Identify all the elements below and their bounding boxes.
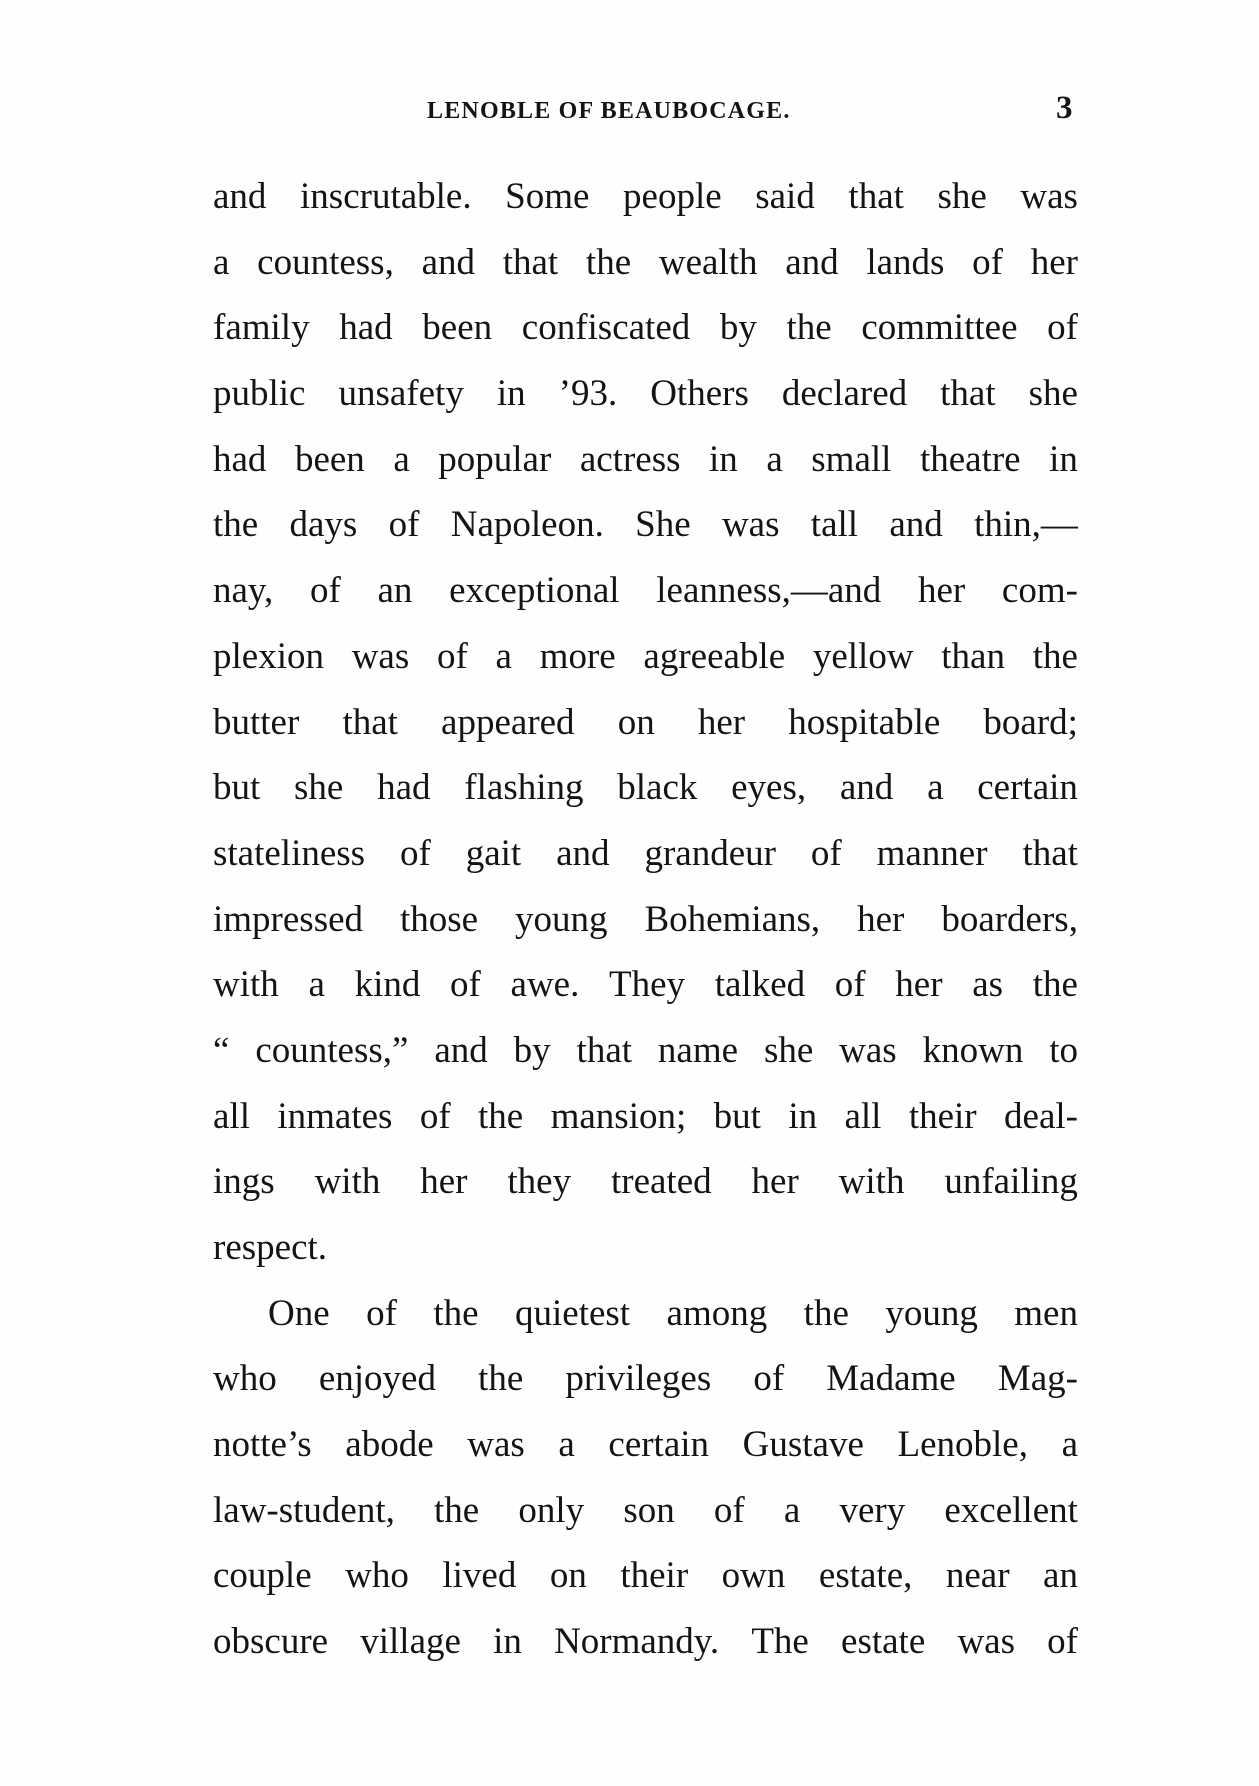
word: and xyxy=(434,1029,488,1071)
word: of xyxy=(713,1489,745,1531)
word: declared xyxy=(781,373,908,415)
word: of xyxy=(1047,1621,1078,1663)
word: of xyxy=(388,504,420,546)
word: her xyxy=(697,701,746,743)
word: grandeur xyxy=(644,832,776,874)
word: black xyxy=(617,767,698,809)
text-line xyxy=(213,1478,1078,1544)
text-line xyxy=(213,821,1078,887)
word: in xyxy=(709,438,738,480)
text-line xyxy=(213,755,1078,821)
text-line xyxy=(213,1281,1078,1347)
word: and xyxy=(556,832,610,874)
word: board; xyxy=(983,701,1078,743)
word: wealth xyxy=(658,241,758,283)
word: of xyxy=(972,241,1003,283)
text-line xyxy=(213,492,1078,558)
word: estate xyxy=(841,1621,926,1663)
word: was xyxy=(839,1029,897,1071)
text-line xyxy=(213,1543,1078,1609)
word: the xyxy=(1032,635,1078,677)
word: of xyxy=(1047,307,1078,349)
text-line xyxy=(213,887,1078,953)
text-line xyxy=(213,427,1078,493)
word: a xyxy=(783,1489,801,1531)
word: her xyxy=(420,1161,468,1203)
word: com- xyxy=(1001,570,1078,612)
word: The xyxy=(751,1621,809,1663)
word: had xyxy=(213,438,267,480)
word: the xyxy=(478,1358,524,1400)
word: One xyxy=(268,1292,330,1334)
word: with xyxy=(314,1161,381,1203)
word: actress xyxy=(579,438,681,480)
word: name xyxy=(657,1029,739,1071)
word: law-student, xyxy=(213,1489,395,1531)
word: “ xyxy=(213,1029,230,1071)
word: a xyxy=(927,767,944,809)
word: They xyxy=(609,964,686,1006)
page-number: 3 xyxy=(1056,90,1073,126)
word: as xyxy=(972,964,1004,1006)
word: in xyxy=(788,1095,818,1137)
word: confiscated xyxy=(521,307,691,349)
text-line xyxy=(213,1084,1078,1150)
text-line xyxy=(213,690,1078,756)
word: known xyxy=(922,1029,1024,1071)
text-line xyxy=(213,230,1078,296)
word: to xyxy=(1049,1029,1078,1071)
word: that xyxy=(1022,832,1078,874)
text-line xyxy=(213,1018,1078,1084)
word: she xyxy=(294,767,344,809)
word: lands xyxy=(866,241,945,283)
word: Some xyxy=(505,176,590,217)
word: treated xyxy=(610,1161,712,1203)
text-line xyxy=(213,558,1078,624)
word: by xyxy=(513,1029,551,1071)
word: of xyxy=(309,570,341,612)
word: ings xyxy=(213,1161,275,1203)
word: of xyxy=(834,964,866,1006)
word: was xyxy=(467,1424,525,1466)
word: own xyxy=(721,1555,786,1597)
word: all xyxy=(213,1095,250,1137)
word: tall xyxy=(810,504,859,546)
word: of xyxy=(450,964,481,1006)
word: more xyxy=(539,635,616,677)
word: was xyxy=(957,1621,1015,1663)
word: countess, xyxy=(257,241,394,283)
word: Napoleon. xyxy=(450,504,604,546)
word: men xyxy=(1014,1292,1078,1334)
word: committee xyxy=(861,307,1018,349)
word: countess,” xyxy=(255,1029,409,1071)
word: manner xyxy=(876,832,988,874)
word: young xyxy=(515,898,608,940)
word: the xyxy=(213,504,259,546)
word: her xyxy=(895,964,943,1006)
word: in xyxy=(493,1621,522,1663)
word: family xyxy=(213,307,310,349)
word: than xyxy=(941,635,1005,677)
word: she xyxy=(1028,373,1078,415)
word: a xyxy=(393,438,410,480)
word: on xyxy=(549,1555,587,1597)
word: her xyxy=(917,570,966,612)
word: by xyxy=(719,307,757,349)
word: impressed xyxy=(213,898,364,940)
word: kind xyxy=(354,964,421,1006)
word: days xyxy=(289,504,358,546)
text-line xyxy=(213,952,1078,1018)
word: Mag- xyxy=(997,1358,1078,1400)
word: awe. xyxy=(510,964,580,1006)
word: their xyxy=(620,1555,689,1597)
word: eyes, xyxy=(731,767,807,809)
word: ’93. xyxy=(558,373,618,415)
text-line xyxy=(213,295,1078,361)
word: a xyxy=(558,1424,575,1466)
word: unfailing xyxy=(944,1161,1078,1203)
text-line xyxy=(213,1412,1078,1478)
word: inmates xyxy=(277,1095,393,1137)
body-text xyxy=(213,164,1078,1675)
word: very xyxy=(839,1489,906,1531)
word: mansion; xyxy=(550,1095,687,1137)
word: deal- xyxy=(1004,1095,1078,1137)
word: Others xyxy=(650,373,749,415)
word: the xyxy=(433,1292,479,1334)
word: of xyxy=(810,832,842,874)
word: excellent xyxy=(944,1489,1078,1531)
word: in xyxy=(496,373,526,415)
word: in xyxy=(1049,438,1078,480)
text-line xyxy=(213,1346,1078,1412)
word: and xyxy=(421,241,475,283)
word: only xyxy=(518,1489,585,1531)
word: the xyxy=(1032,964,1078,1006)
word: small xyxy=(811,438,892,480)
running-head xyxy=(0,90,1259,130)
word: leanness,—and xyxy=(656,570,882,612)
word: that xyxy=(576,1029,633,1071)
text-line: respect. xyxy=(213,1227,328,1268)
word: her xyxy=(751,1161,799,1203)
word: that xyxy=(342,701,398,743)
word: and xyxy=(213,176,267,217)
word: Lenoble, xyxy=(897,1424,1028,1466)
word: the xyxy=(803,1292,849,1334)
word: of xyxy=(400,832,431,874)
word: and xyxy=(889,504,943,546)
word: appeared xyxy=(441,701,575,743)
word: her xyxy=(857,898,905,940)
word: was xyxy=(351,635,410,677)
word: quietest xyxy=(515,1292,631,1334)
word: among xyxy=(666,1292,768,1334)
word: near xyxy=(945,1555,1010,1597)
word: her xyxy=(1030,241,1078,283)
word: estate, xyxy=(818,1555,913,1597)
word: the xyxy=(585,241,632,283)
word: public xyxy=(213,373,306,415)
word: young xyxy=(885,1292,978,1334)
word: they xyxy=(507,1161,572,1203)
running-title: LENOBLE OF BEAUBOCAGE. xyxy=(427,98,791,124)
word: a xyxy=(1061,1424,1078,1466)
word: a xyxy=(213,241,230,283)
word: privileges xyxy=(565,1358,712,1400)
word: she xyxy=(763,1029,814,1071)
word: been xyxy=(294,438,365,480)
text-line xyxy=(213,624,1078,690)
word: she xyxy=(937,176,987,217)
word: notte’s xyxy=(213,1424,312,1466)
word: butter xyxy=(213,701,300,743)
word: people xyxy=(623,176,722,217)
word: the xyxy=(786,307,832,349)
word: of xyxy=(419,1095,451,1137)
word: couple xyxy=(213,1555,312,1597)
word: boarders, xyxy=(941,898,1078,940)
word: with xyxy=(213,964,279,1006)
word: was xyxy=(721,504,780,546)
word: nay, xyxy=(213,570,274,612)
word: flashing xyxy=(464,767,584,809)
word: who xyxy=(213,1358,277,1400)
word: Madame xyxy=(826,1358,956,1400)
word: their xyxy=(908,1095,977,1137)
word: stateliness xyxy=(213,832,366,874)
text-line xyxy=(213,361,1078,427)
word: the xyxy=(478,1095,524,1137)
text-line xyxy=(213,164,1078,230)
word: Normandy. xyxy=(554,1621,720,1663)
word: had xyxy=(377,767,431,809)
word: and xyxy=(785,241,839,283)
word: inscrutable. xyxy=(300,176,472,217)
word: She xyxy=(635,504,691,546)
word: the xyxy=(434,1489,480,1531)
word: but xyxy=(713,1095,761,1137)
word: Bohemians, xyxy=(644,898,821,940)
word: been xyxy=(422,307,493,349)
word: enjoyed xyxy=(318,1358,436,1400)
text-line xyxy=(213,1149,1078,1215)
word: a xyxy=(495,635,512,677)
word: village xyxy=(360,1621,461,1663)
word: certain xyxy=(608,1424,710,1466)
word: was xyxy=(1020,176,1078,217)
word: that xyxy=(848,176,904,217)
word: obscure xyxy=(213,1621,329,1663)
word: agreeable xyxy=(643,635,786,677)
word: hospitable xyxy=(788,701,941,743)
word: had xyxy=(339,307,393,349)
word: talked xyxy=(714,964,806,1006)
word: plexion xyxy=(213,635,324,677)
word: that xyxy=(940,373,996,415)
text-line xyxy=(213,1609,1078,1675)
word: lived xyxy=(442,1555,517,1597)
word: a xyxy=(766,438,783,480)
word: yellow xyxy=(812,635,914,677)
word: an xyxy=(377,570,413,612)
word: those xyxy=(399,898,479,940)
word: exceptional xyxy=(449,570,620,612)
word: Gustave xyxy=(742,1424,864,1466)
word: of xyxy=(753,1358,785,1400)
word: theatre xyxy=(919,438,1021,480)
word: that xyxy=(502,241,559,283)
word: gait xyxy=(465,832,522,874)
word: thin,— xyxy=(974,504,1078,546)
word: certain xyxy=(977,767,1078,809)
word: unsafety xyxy=(338,373,464,415)
word: of xyxy=(366,1292,397,1334)
word: a xyxy=(308,964,325,1006)
word: abode xyxy=(345,1424,434,1466)
word: but xyxy=(213,767,261,809)
word: son xyxy=(623,1489,675,1531)
word: on xyxy=(617,701,655,743)
word: and xyxy=(839,767,894,809)
word: of xyxy=(436,635,468,677)
word: said xyxy=(755,176,815,217)
word: an xyxy=(1043,1555,1078,1597)
word: all xyxy=(844,1095,882,1137)
word: popular xyxy=(438,438,552,480)
word: who xyxy=(345,1555,409,1597)
word: with xyxy=(838,1161,905,1203)
